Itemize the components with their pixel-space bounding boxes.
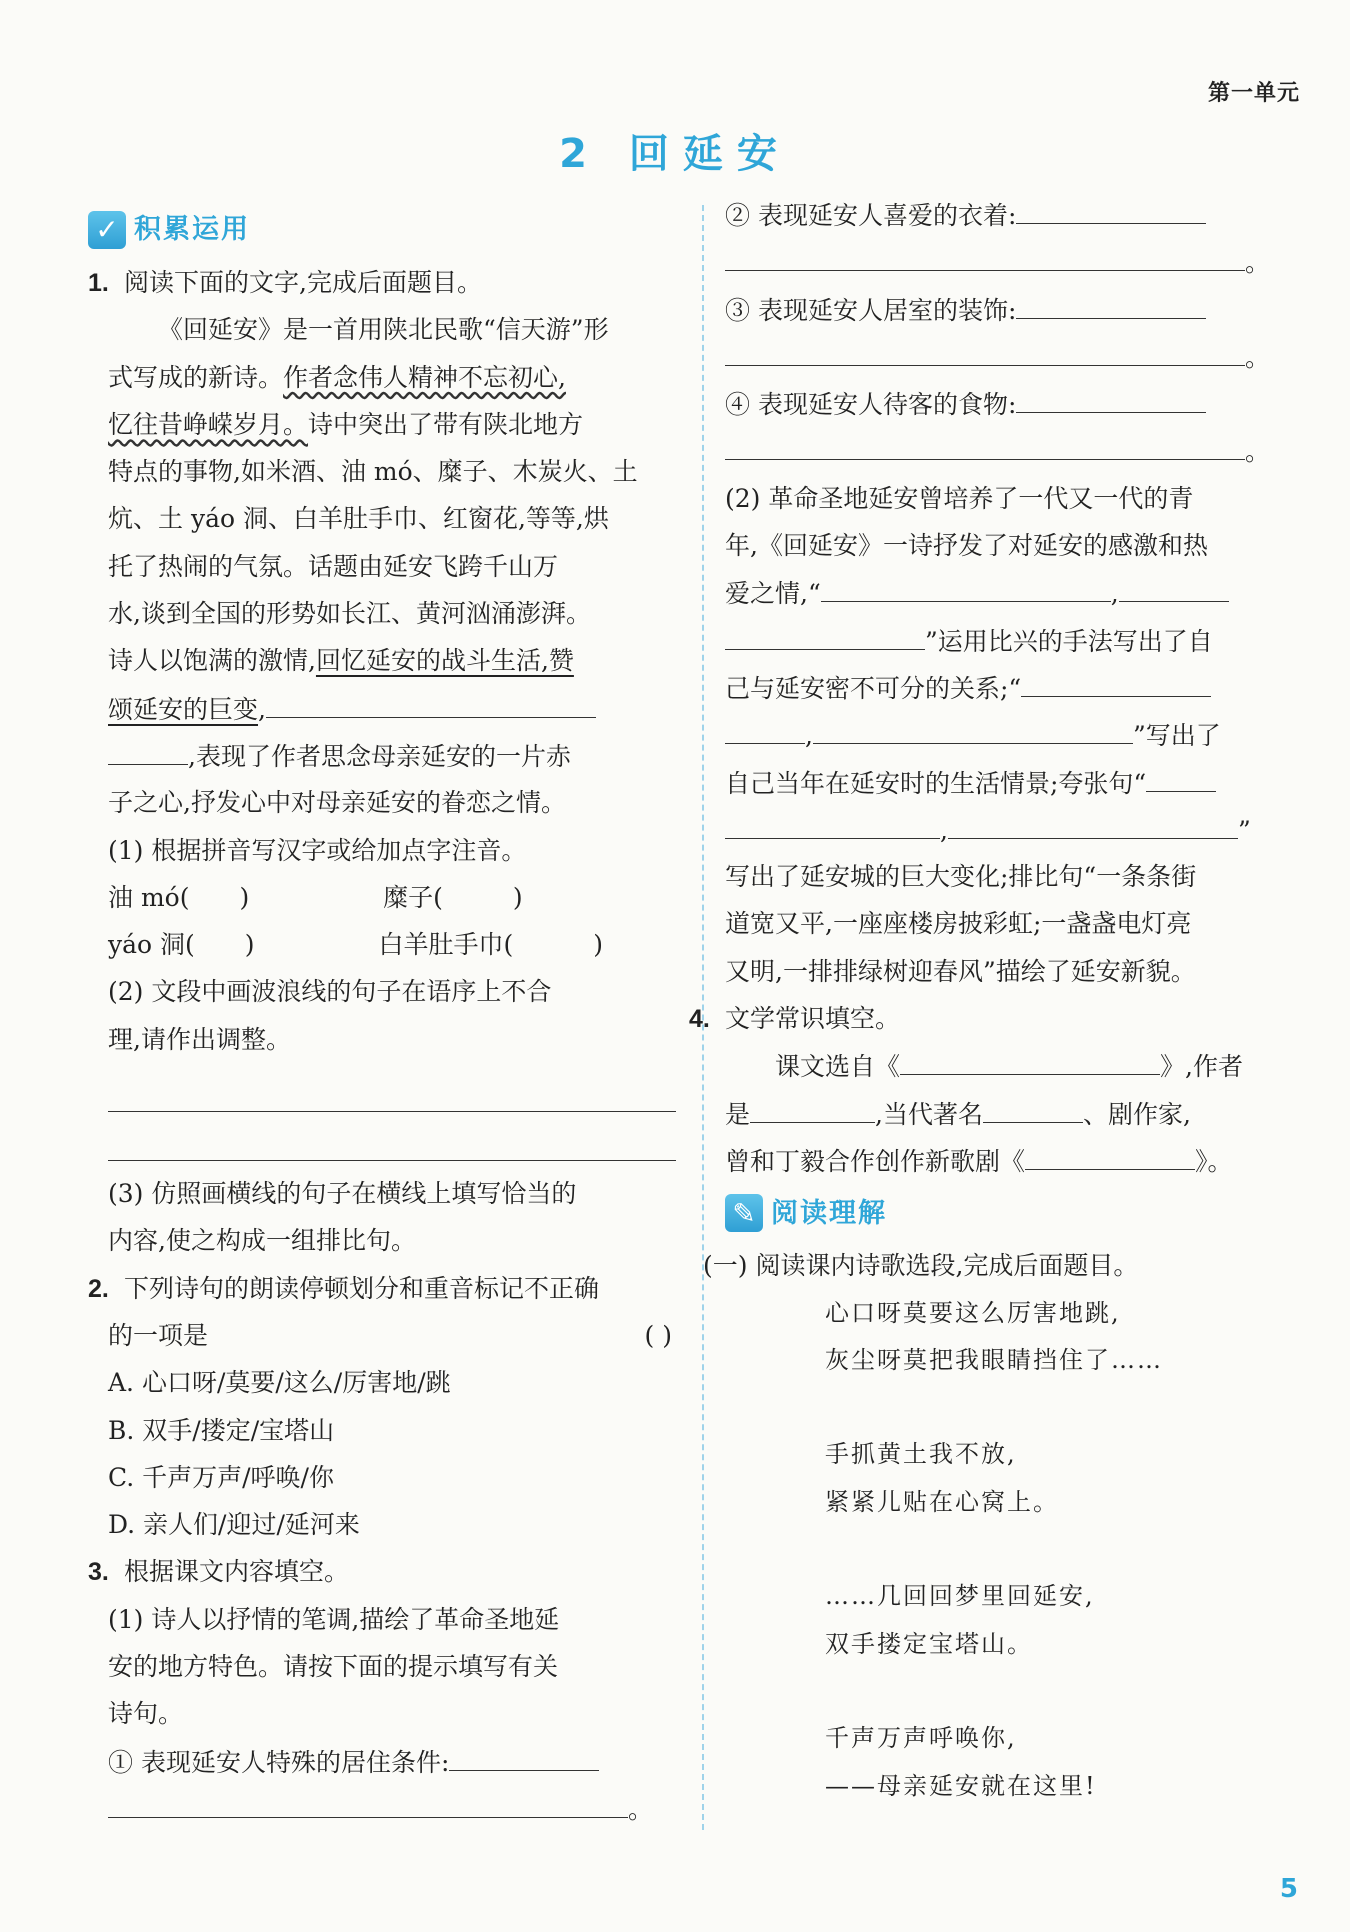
section-label: 积累运用	[134, 214, 250, 246]
poem-line: 手抓黄土我不放,	[825, 1440, 1017, 1469]
question-number: 4.	[689, 1005, 710, 1034]
answer-blank[interactable]	[813, 711, 1133, 744]
answer-paren[interactable]: ( )	[644, 1320, 672, 1350]
text: 曾和丁毅合作创作新歌剧《	[725, 1146, 1026, 1176]
sub-question: (3) 仿照画横线的句子在横线上填写恰当的	[108, 1179, 577, 1209]
poem-line: 双手搂定宝塔山。	[825, 1629, 1033, 1658]
text: 爱之情,“	[725, 579, 821, 609]
poem-stanza-break	[725, 1526, 1285, 1573]
answer-blank[interactable]	[108, 1785, 628, 1818]
right-column	[689, 201, 1285, 1810]
section-label: 阅读理解	[771, 1197, 887, 1229]
fill-item: ② 表现延安人喜爱的衣着:	[725, 201, 1017, 230]
answer-blank[interactable]	[725, 427, 1245, 460]
pinyin-item: 油 mó(	[108, 882, 190, 912]
text: 己与延安密不可分的关系;“	[725, 673, 1022, 703]
sub-question: 内容,使之构成一组排比句。	[108, 1226, 416, 1256]
underlined-sentence: 回忆延安的战斗生活,赞	[315, 646, 574, 676]
wavy-sentence: 作者念伟人精神不忘初心,	[283, 362, 566, 392]
answer-blank[interactable]	[725, 711, 805, 744]
text: 道宽又平,一座座楼房披彩虹;一盏盏电灯亮	[725, 909, 1192, 939]
period: 。	[1245, 248, 1271, 278]
passage-line: 诗中突出了带有陕北地方	[308, 409, 584, 439]
poem-line: 紧紧儿贴在心窝上。	[825, 1487, 1059, 1516]
text: 》。	[1195, 1146, 1233, 1176]
question-number: 2.	[88, 1274, 109, 1303]
passage-line: ,表现了作者思念母亲延安的一片赤	[188, 741, 571, 771]
q3-stem: 根据课文内容填空。	[124, 1557, 350, 1587]
answer-blank[interactable]	[725, 806, 940, 839]
sub-question: 年,《回延安》一诗抒发了对延安的感激和热	[725, 531, 1208, 561]
option-c[interactable]: C. 千声万声/呼唤/你	[108, 1462, 334, 1492]
q4-stem: 文学常识填空。	[725, 1004, 901, 1034]
question-1	[88, 259, 676, 306]
q2-stem: 下列诗句的朗读停顿划分和重音标记不正确	[124, 1273, 600, 1303]
answer-line[interactable]	[108, 1122, 676, 1161]
answer-blank[interactable]	[1146, 759, 1216, 792]
option-b[interactable]: B. 双手/搂定/宝塔山	[108, 1415, 335, 1445]
answer-blank[interactable]	[266, 685, 596, 718]
answer-blank[interactable]	[983, 1090, 1083, 1123]
period: 。	[628, 1794, 654, 1824]
checkmark-icon: ✓	[88, 211, 126, 249]
sub-question: (1) 根据拼音写汉字或给加点字注音。	[108, 835, 527, 865]
poem-line: 灰尘呀莫把我眼睛挡住了……	[825, 1345, 1163, 1374]
paren: )	[244, 930, 255, 960]
period: 。	[1245, 437, 1271, 467]
pencil-icon: ✎	[725, 1194, 763, 1232]
poem-stanza-break	[725, 1668, 1285, 1715]
q1-intro: 阅读下面的文字,完成后面题目。	[124, 268, 482, 297]
text: 又明,一排排绿树迎春风”描绘了延安新貌。	[725, 956, 1196, 986]
fill-item: ③ 表现延安人居室的装饰:	[725, 295, 1017, 325]
answer-blank[interactable]	[449, 1738, 599, 1771]
answer-blank[interactable]	[1025, 1137, 1195, 1170]
question-number: 1.	[88, 269, 109, 297]
comma: ,	[258, 694, 266, 724]
pinyin-item: 白羊肚手巾(	[378, 930, 514, 960]
passage-line: 《回延安》是一首用陕北民歌“信天游”形	[158, 315, 609, 345]
sub-question: 安的地方特色。请按下面的提示填写有关	[108, 1652, 559, 1682]
text: 》,作者	[1160, 1052, 1243, 1082]
answer-blank[interactable]	[821, 569, 1111, 602]
answer-blank[interactable]	[750, 1090, 875, 1123]
paren: )	[239, 882, 250, 912]
answer-blank[interactable]	[948, 806, 1238, 839]
left-column	[88, 205, 676, 1832]
question-4	[689, 995, 1285, 1042]
paren: )	[593, 930, 603, 960]
unit-label: 第一单元	[1207, 81, 1300, 106]
period: 。	[1245, 342, 1271, 372]
sub-question: (1) 诗人以抒情的笔调,描绘了革命圣地延	[108, 1604, 560, 1634]
poem-stanza-break	[725, 1384, 1285, 1431]
question-2	[88, 1265, 676, 1312]
passage-line: 托了热闹的气氛。话题由延安飞跨千山万	[108, 551, 559, 581]
answer-blank[interactable]	[725, 617, 925, 650]
answer-blank[interactable]	[1016, 286, 1206, 319]
passage-line: 炕、土 yáo 洞、白羊肚手巾、红窗花,等等,烘	[108, 504, 609, 534]
comma: ,	[805, 721, 813, 751]
text: 自己当年在延安时的生活情景;夸张句“	[725, 768, 1147, 798]
sub-question: (2) 革命圣地延安曾培养了一代又一代的青	[725, 483, 1194, 513]
passage-line: 水,谈到全国的形势如长江、黄河汹涌澎湃。	[108, 599, 591, 629]
text: ”运用比兴的手法写出了自	[925, 626, 1213, 656]
passage-line: 式写成的新诗。	[108, 362, 284, 392]
sub-question: 诗句。	[108, 1699, 184, 1729]
passage-line: 特点的事物,如米酒、油 mó、糜子、木炭火、土	[108, 457, 638, 487]
answer-blank[interactable]	[108, 732, 188, 765]
section-header-reading	[725, 1188, 1285, 1238]
page-number: 5	[1279, 1874, 1298, 1904]
comma: ,	[940, 815, 948, 845]
lesson-title: 2 回延安	[559, 131, 791, 177]
text: ”写出了	[1132, 721, 1221, 751]
text: 、剧作家,	[1082, 1099, 1191, 1129]
section-header-accumulate	[88, 205, 676, 255]
text: ,当代著名	[875, 1099, 983, 1129]
poem-line: ——母亲延安就在这里!	[825, 1771, 1097, 1800]
sub-question: (2) 文段中画波浪线的句子在语序上不合	[108, 977, 552, 1007]
sub-question: 理,请作出调整。	[108, 1024, 291, 1054]
text: 是	[725, 1099, 751, 1129]
question-number: 3.	[88, 1558, 109, 1587]
passage-line: 诗人以饱满的激情,	[108, 646, 316, 676]
underlined-sentence: 颂延安的巨变	[108, 694, 259, 724]
quote: ”	[1237, 815, 1251, 845]
passage-line: 子之心,抒发心中对母亲延安的眷恋之情。	[108, 788, 566, 818]
option-a[interactable]: A. 心口呀/莫要/这么/厉害地/跳	[108, 1368, 451, 1398]
q2-stem: 的一项是	[108, 1320, 209, 1350]
pinyin-item: yáo 洞(	[108, 930, 195, 960]
answer-blank[interactable]	[1119, 569, 1229, 602]
fill-item: ④ 表现延安人待客的食物:	[725, 390, 1017, 420]
answer-blank[interactable]	[900, 1042, 1160, 1075]
poem-line: ……几回回梦里回延安,	[825, 1582, 1095, 1611]
reading-intro: (一) 阅读课内诗歌选段,完成后面题目。	[703, 1251, 1139, 1281]
poem-line: 心口呀莫要这么厉害地跳,	[825, 1298, 1121, 1327]
answer-blank[interactable]	[725, 333, 1245, 366]
wavy-sentence: 忆往昔峥嵘岁月。	[108, 409, 309, 439]
fill-item: ① 表现延安人特殊的居住条件:	[108, 1747, 450, 1777]
answer-blank[interactable]	[1016, 191, 1206, 224]
answer-blank[interactable]	[1021, 664, 1211, 697]
question-3	[88, 1548, 676, 1595]
paren: )	[512, 882, 523, 912]
answer-blank[interactable]	[725, 238, 1245, 271]
text: 课文选自《	[775, 1052, 901, 1082]
poem-line: 千声万声呼唤你,	[825, 1724, 1017, 1753]
answer-blank[interactable]	[1016, 380, 1206, 413]
pinyin-item: 糜子(	[383, 882, 443, 912]
text: 写出了延安城的巨大变化;排比句“一条条街	[725, 862, 1197, 892]
answer-line[interactable]	[108, 1073, 676, 1112]
comma: ,	[1110, 579, 1119, 609]
option-d[interactable]: D. 亲人们/迎过/延河来	[108, 1510, 360, 1540]
